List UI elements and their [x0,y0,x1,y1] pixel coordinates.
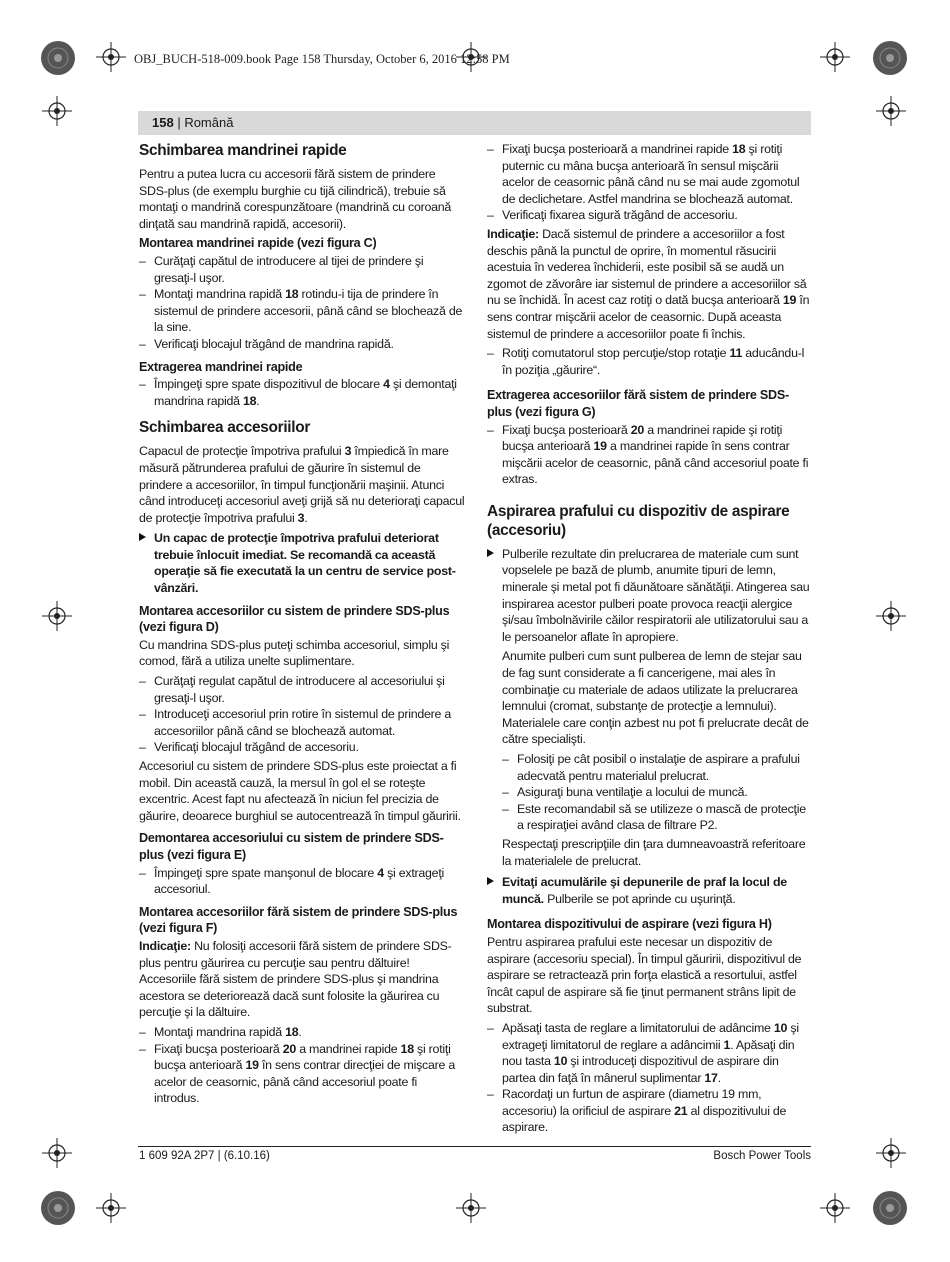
paragraph: Anumite pulberi cum sunt pulberea de lemn de stejar sau de fag sunt considerate a fi cancerigene, mai ales în combinaţie cu materiale de adaos utilizate la prelucrarea lemnului (cromat, substanţe de protecţie a lemnului). Materialele care conţin azbest nu pot fi prelucrate decât de către specialişti. [502,649,809,747]
section-mandrina [139,141,465,409]
crop-mark [876,1138,906,1168]
left-column [139,141,465,1116]
crop-mark [456,1193,486,1223]
note-paragraph: Indicaţie: Dacă sistemul de prindere a accesoriilor a fost deschis până la punctul de oprire, în momentul răsucirii acestuia în vederea închiderii, este posibil să se audă un zgomot de zăvorâre iar sistemul de prindere a accesoriilor să nu se închidă. În acest caz rotiţi o dată bucşa anterioară 19 în sens contrar mişcării acelor de ceasornic. După aceasta sistemul de prindere a accesoriilor poate fi închis. [487,226,810,341]
list-item: – Folosiţi pe cât posibil o instalaţie de aspirare a prafului adecvată pentru materialul prelucrat. [502,751,813,784]
warning-block [487,546,813,869]
paragraph: Accesoriul cu sistem de prindere SDS-plus este proiectat a fi mobil. Din această cauză, la mersul în gol el se roteşte excentric. Acest fapt nu afectează în niciun fel precizia de găurire, deoarece burghiul se autocentrează în timpul găuririi. [139,759,461,823]
step-list [502,751,813,834]
warning-arrow-icon [487,549,494,557]
footer-doc-number: 1 609 92A 2P7 | (6.10.16) [139,1150,270,1162]
subheading: Montarea mandrinei rapide (vezi figura C) [139,236,377,251]
subheading: Demontarea accesoriului cu sistem de prindere SDS-plus (vezi figura E) [139,831,444,862]
section-montare-dispozitiv [487,916,813,1136]
registration-mark [38,1188,78,1228]
list-item: – Împingeţi spre spate dispozitivul de blocare 4 şi demontaţi mandrina rapidă 18. [139,376,465,409]
step-list [139,376,465,409]
section-continuation [487,141,813,378]
warning-arrow-icon [487,877,494,885]
list-item: – Verificaţi fixarea sigură trăgând de accesoriu. [487,207,813,224]
section-accesorii [139,418,465,1107]
step-list [139,1024,465,1107]
header-separator: | [173,115,185,130]
subheading: Montarea accesoriilor fără sistem de prindere SDS-plus (vezi figura F) [139,904,458,936]
page-header [138,111,811,135]
paragraph: Pentru aspirarea prafului este necesar un dispozitiv de aspirare (accesoriu special). În timpul găuririi, dispozitivul de aspirare se retractează prin forţa elastică a resortului, astfel încât capul de aspirare să fie ţinut permanent strâns lipit de substrat. [487,934,802,1016]
paragraph: Cu mandrina SDS-plus puteţi schimba accesoriul, simplu şi comod, fără a utiliza unelte suplimentare. [139,637,450,669]
paragraph: Respectaţi prescripţiile din ţara dumneavoastră referitoare la materialele de prelucrat. [502,836,806,868]
crop-mark [42,96,72,126]
list-item: – Asiguraţi buna ventilaţie a locului de muncă. [502,784,813,801]
warning-text: Un capac de protecţie împotriva prafului deteriorat trebuie înlocuit imediat. Se recomandă ca această operaţie să fie executată la un centru de service post-vânzări. [154,531,456,596]
step-list [139,865,465,898]
list-item: – Apăsaţi tasta de reglare a limitatorului de adâncime 10 şi extrageţi limitatorul de reglare a adâncimii 1. Apăsaţi din nou tasta 10 şi introduceţi dispozitivul de aspirare din partea din faţă în mânerul suplimentar 17. [487,1020,813,1086]
paragraph: Pentru a putea lucra cu accesorii fără sistem de prindere SDS-plus (de exemplu burghie cu tijă cilindrică), trebuie să montaţi o mandrină corespunzătoare (mandrină cu coroană dinţată sau mandrină rapidă, accesorii). [139,167,452,231]
step-list [487,422,813,488]
warning-arrow-icon [139,533,146,541]
section-title: Schimbarea accesoriilor [139,419,311,437]
warning-block [139,530,465,596]
footer-rule [138,1146,811,1147]
crop-mark [96,1193,126,1223]
list-item: – Rotiţi comutatorul stop percuţie/stop rotaţie 11 aducându-l în poziţia „găurire“. [487,345,813,378]
list-item: – Curăţaţi regulat capătul de introducere al accesoriului şi gresaţi-l uşor. [139,673,465,706]
step-list [487,141,813,224]
step-list [139,253,465,353]
warning-block: Evitaţi acumulările şi depunerile de praf la locul de muncă. Pulberile se pot aprinde cu uşurinţă. [487,874,813,907]
header-language: Română [184,115,234,130]
crop-mark [876,601,906,631]
crop-mark [42,601,72,631]
list-item: – Este recomandabil să se utilizeze o mască de protecţie a respiraţiei având clasa de filtrare P2. [502,801,813,834]
page-number: 158 [152,115,174,130]
crop-mark [96,42,126,72]
section-title: Schimbarea mandrinei rapide [139,142,347,159]
list-item: – Fixaţi bucşa posterioară 20 a mandrinei rapide 18 şi rotiţi bucşa anterioară 19 în sens contrar direcţiei de mişcare a acelor de ceasornic, până când accesoriul poate fi introdus. [139,1041,465,1107]
note-paragraph: Indicaţie: Nu folosiţi accesorii fără sistem de prindere SDS-plus pentru găurirea cu percuţie sau pentru dăltuire! Accesoriile fără sistem de prindere SDS-plus şi mandrina acestora se deteriorează dacă sunt folosite la găurirea cu percuţie şi la dăltuire. [139,938,452,1020]
section-title: Aspirarea prafului cu dispozitiv de aspirare (accesoriu) [487,502,790,539]
list-item: – Curăţaţi capătul de introducere al tijei de prindere şi gresaţi-l uşor. [139,253,465,286]
crop-mark [820,42,850,72]
step-list [139,673,465,756]
subheading: Montarea dispozitivului de aspirare (vezi figura H) [487,917,772,932]
list-item: – Racordaţi un furtun de aspirare (diametru 19 mm, accesoriu) la orificiul de aspirare 21 al dispozitivului de aspirare. [487,1086,813,1136]
subheading: Montarea accesoriilor cu sistem de prindere SDS-plus (vezi figura D) [139,603,450,635]
paragraph: Pulberile rezultate din prelucrarea de materiale cum sunt vopselele pe bază de plumb, anumite tipuri de lemn, minerale şi metal pot fi dăunătoare sănătăţii. Atingerea sau inspirarea acestor pulberi poate provoca reacţii alergice şi/sau îmbolnăvirile căilor respiratorii ale utilizatorului sau a le persoanelor aflate în apropiere. [502,546,810,644]
step-list [487,345,813,378]
registration-mark [870,38,910,78]
subheading: Extragerea mandrinei rapide [139,359,303,374]
paragraph: Capacul de protecţie împotriva prafului 3 împiedică în mare măsură pătrunderea prafului de găurire în sistemul de prindere a accesoriilor, în timpul funcţionării maşinii. Atunci când introduceţi accesoriul aveţi grijă să nu deterioraţi capacul de protecţie împotriva prafului 3. [139,444,465,525]
footer-brand: Bosch Power Tools [713,1150,811,1162]
list-item: – Verificaţi blocajul trăgând de mandrina rapidă. [139,336,465,353]
list-item: – Fixaţi bucşa posterioară 20 a mandrinei rapide şi rotiţi bucşa anterioară 19 a mandrinei rapide în sens contrar mişcării acelor de ceasornic, până când accesoriul poate fi extras. [487,422,813,488]
section-extragere-fara [487,387,813,488]
list-item: – Montaţi mandrina rapidă 18 rotindu-i tija de prindere în sistemul de prindere accesorii, până când se blochează de la sine. [139,286,465,336]
crop-mark [820,1193,850,1223]
list-item: – Împingeţi spre spate manşonul de blocare 4 şi extrageţi accesoriul. [139,865,465,898]
list-item: – Montaţi mandrina rapidă 18. [139,1024,465,1041]
list-item: – Verificaţi blocajul trăgând de accesoriu. [139,739,465,756]
subheading: Extragerea accesoriilor fără sistem de prindere SDS-plus (vezi figura G) [487,388,789,419]
right-column [487,141,813,1145]
step-list [487,1020,813,1136]
list-item: – Introduceţi accesoriul prin rotire în sistemul de prindere a accesoriilor până când se blochează automat. [139,706,465,739]
crop-mark [876,96,906,126]
crop-mark [42,1138,72,1168]
list-item: – Fixaţi bucşa posterioară a mandrinei rapide 18 şi rotiţi puternic cu mâna bucşa anterioară în sensul mişcării acelor de ceasornic până când nu se mai aude zgomotul de declichetare. Astfel mandrina se blochează automat. [487,141,813,207]
registration-mark [38,38,78,78]
print-slug: OBJ_BUCH-518-009.book Page 158 Thursday, October 6, 2016 12:58 PM [134,52,510,66]
section-aspirare [487,502,813,907]
registration-mark [870,1188,910,1228]
